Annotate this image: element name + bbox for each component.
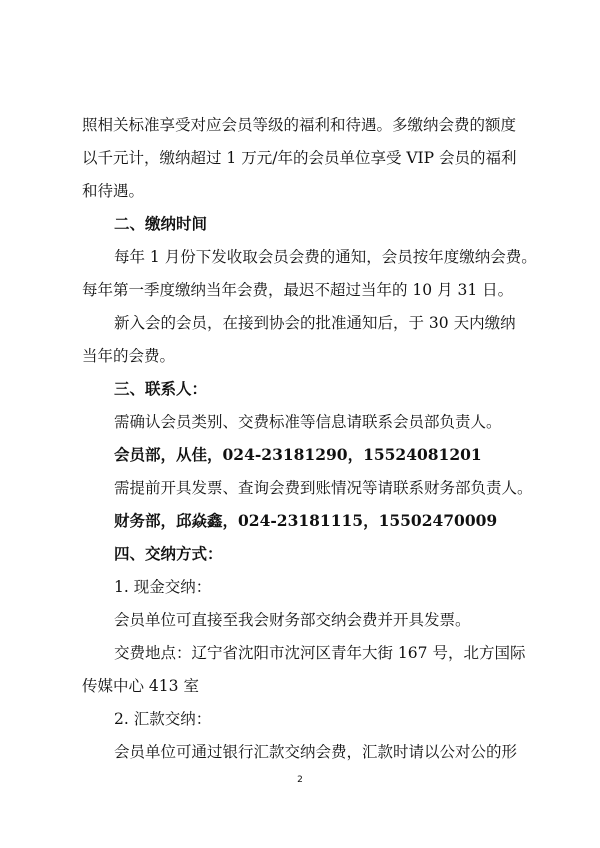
- contact-finance-dept: 财务部，邱焱鑫，024-23181115，15502470009: [114, 511, 498, 530]
- paragraph-line: 以千元计，缴纳超过 1 万元/年的会员单位享受 VIP 会员的福利: [82, 149, 517, 167]
- paragraph-line: 每年 1 月份下发收取会员会费的通知，会员按年度缴纳会费。: [114, 248, 537, 266]
- section-heading: 三、联系人：: [114, 379, 208, 398]
- paragraph-line: 当年的会费。: [82, 347, 176, 365]
- subsection-heading: 1. 现金交纳：: [114, 578, 212, 596]
- section-heading: 二、缴纳时间: [114, 214, 208, 233]
- paragraph-line: 需确认会员类别、交费标准等信息请联系会员部负责人。: [114, 413, 502, 431]
- paragraph-line: 照相关标准享受对应会员等级的福利和待遇。多缴纳会费的额度: [82, 116, 517, 134]
- paragraph-line: 会员单位可直接至我会财务部交纳会费并开具发票。: [114, 611, 471, 629]
- page-number: 2: [297, 775, 303, 785]
- subsection-heading: 2. 汇款交纳：: [114, 710, 212, 728]
- contact-member-dept: 会员部，从佳，024-23181290，15524081201: [114, 445, 482, 464]
- section-heading: 四、交纳方式：: [114, 544, 223, 563]
- paragraph-line: 需提前开具发票、查询会费到账情况等请联系财务部负责人。: [114, 479, 533, 497]
- paragraph-line: 传媒中心 413 室: [82, 677, 199, 695]
- paragraph-line: 交费地点：辽宁省沈阳市沈河区青年大街 167 号，北方国际: [114, 644, 526, 662]
- paragraph-line: 新入会的会员，在接到协会的批准通知后，于 30 天内缴纳: [114, 314, 516, 332]
- paragraph-line: 会员单位可通过银行汇款交纳会费，汇款时请以公对公的形: [114, 743, 518, 761]
- paragraph-line: 每年第一季度缴纳当年会费，最迟不超过当年的 10 月 31 日。: [82, 281, 514, 299]
- paragraph-line: 和待遇。: [82, 182, 145, 200]
